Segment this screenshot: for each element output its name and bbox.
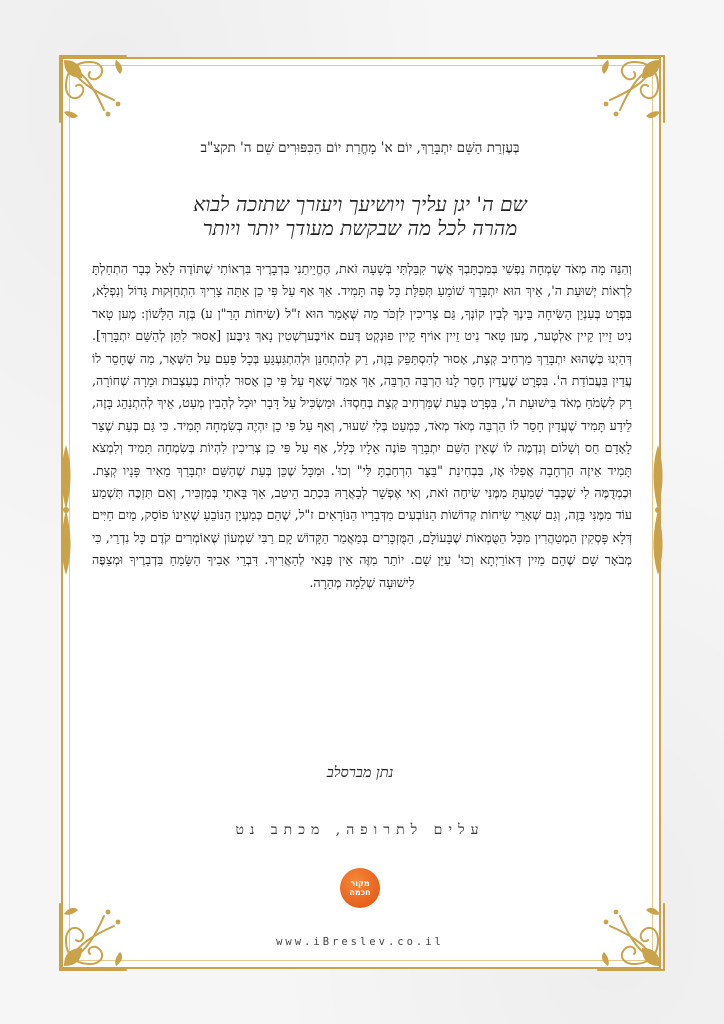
- corner-flourish-icon: [56, 888, 142, 974]
- website-link[interactable]: www.iBreslev.co.il: [276, 936, 444, 948]
- source-reference: עלים לתרופה, מכתב נט: [235, 822, 485, 838]
- corner-flourish-icon: [56, 52, 142, 138]
- blessing-title: [80, 192, 640, 240]
- logo-line-1: מקור: [350, 879, 370, 888]
- logo-line-2: חכמה: [349, 888, 371, 897]
- signature: נתן מברסלב: [326, 765, 394, 781]
- blessing-title-line-2: מהרה לכל מה שבקשת מעודך יותר ויותר: [202, 216, 518, 240]
- letter-header: בְּעֶזְרַת הַשֵּׁם יִתְבָּרַךְ, יוֹם א' מָחֳרַת יוֹם הַכִּפּוּרִים שֵׁם ה' תקצ"ב: [200, 140, 520, 156]
- corner-flourish-icon: [582, 52, 668, 138]
- side-ornament-icon: [648, 445, 668, 575]
- publisher-logo[interactable]: [340, 868, 380, 908]
- letter-body: וְהִנֵּה מָה מְאֹד שָׂמְחָה נַפְשִׁי בְּמִכְתָּבְךָ אֲשֶׁר קִבַּלְתִּי בְּשָׁעָה זֹאת, הֶחֱיֵיתַנִי בִּדְבָרֶיךָ בִּרְאוֹתִי שֶׁתּוֹדֶה לָאֵל כְּבָר הִתְחַלְתָּ לִרְאוֹת יְשׁוּעַת ה', אֵיךְ הוּא יִתְבָּרַךְ שׁוֹמֵעַ תְּפִלַּת כָּל פֶּה תָּמִיד. אַךְ אַף עַל פִּי כֵן אַתָּה צָרִיךְ הִתְחַזְּקוּת גָּדוֹל וְנִפְלָא, בִּפְרָט בְּעִנְיַן הַשִּׂיחָה בֵּינְךָ לְבֵין קוֹנְךָ, גַּם צְרִיכִין לִזְכֹּר מַה שֶּׁאָמַר הוּא ז"ל (שִׂיחוֹת הָרַ"ן ע) בְּזֶה הַלָּשׁוֹן: מֶען טָאר נִיט זֵיין קֵיין אַלְטֶער, מֶען טָאר נִיט זֵיין אוֹיף קֵיין פוּנְקְט דֶּעם אוֹיבֶּערְשְׁטִין נָאךְ גִּיבֶּען [אָסוּר לִתֵּן לְהַשֵּׁם יִתְבָּרַךְ]. דְּהַיְנוּ כְּשֶׁהוּא יִתְבָּרַךְ מַרְחִיב קְצָת, אָסוּר לְהִסְתַּפֵּק בָּזֶה, רַק לְהִתְחַנֵּן וּלְהִתְגַּעְגֵּעַ בְּכָל פַּעַם עַל הַשְּׁאָר, מַה שֶּׁחָסֵר לוֹ עֲדַיִן בַּעֲבוֹדַת ה'. בִּפְרָט שֶׁעֲדַיִן חָסֵר לָנוּ הַרְבֵּה הַרְבֵּה, אַךְ אָמַר שֶׁאַף עַל פִּי כֵן אָסוּר לִהְיוֹת בְּעַצְבוּת וּמָרָה שְׁחוֹרָה, רַק לִשְׂמֹחַ מְאֹד בִּישׁוּעַת ה', בִּפְרָט בְּעֵת שֶׁמַּרְחִיב קְצָת בְּחַסְדּוֹ. וּמַשְׂכִּיל עַל דָּבָר יוּכַל לְהָבִין מְעַט, אֵיךְ לְהִתְנַהֵג בָּזֶה, לֵידַע תָּמִיד שֶׁעֲדַיִן חָסֵר לוֹ הַרְבֵּה מְאֹד מְאֹד, כִּמְעַט בְּלִי שִׁעוּר, וְאַף עַל פִּי כֵן יִהְיֶה בְּשִׂמְחָה תָּמִיד. כִּי גַּם בְּעֵת שֶׁצַּר לָאָדָם חַס וְשָׁלוֹם וְנִדְמֶה לוֹ שֶׁאֵין הַשֵּׁם יִתְבָּרַךְ פּוֹנֶה אֵלָיו כְּלָל, אַף עַל פִּי כֵן צְרִיכִין לִהְיוֹת בְּשִׂמְחָה תָּמִיד וְלִמְצֹא תָּמִיד אֵיזֶה הַרְחָבָה אֲפִלּוּ אָז, בִּבְחִינַת "בַּצָּר הִרְחַבְתָּ לִּי" וְכוּ'. וּמִכָּל שֶׁכֵּן בְּעֵת שֶׁהַשֵּׁם יִתְבָּרַךְ מֵאִיר פָּנָיו קְצָת. וּכְמְדֻמֶּה לִי שֶׁכְּבָר שָׁמַעְתָּ מִמֶּנִּי שִׂיחָה זֹאת, וְאִי אֶפְשָׁר לְבָאֲרָהּ בִּכְתָב הֵיטֵב, אַךְ בָּאתִי בְּמַזְכִּיר, וְאִם תִּזְכֶּה תִּשְׁמַע עוֹד מִמֶּנִּי בָּזֶה, וְגַם שְׁאָרֵי שִׂיחוֹת קְדוֹשׁוֹת הַנּוֹבְעִים מִדְּבָרָיו הַנּוֹרָאִים ז"ל, שֶׁהֵם כְּמַעְיָן הַנּוֹבֵעַ שֶׁאֵינוֹ פוֹסֵק, מַיִם חַיִּים דְּלָא פָּסְקִין הַמְטַהֲרִין מִכָּל הַטֻּמְאוֹת שֶׁבָּעוֹלָם, הַמֻּזְכָּרִים בְּמַאֲמַר הַקָּדוֹשׁ קָם רַבִּי שִׁמְעוֹן שֶׁאוֹמְרִים קֹדֶם כָּל נִדְרֵי, כִּי מְבֹאָר שָׁם שֶׁהֵם מַיִין דְּאוֹרַיְתָא וְכוּ' עַיֵּן שָׁם. יוֹתֵר מִזֶּה אֵין פְּנַאי לְהַאֲרִיךְ. דִּבְרֵי אָבִיךָ הַשָּׂמֵחַ בִּדְבָרֶיךָ וּמְצַפֶּה לִישׁוּעָה שְׁלֵמָה מְהֵרָה.: [92, 261, 632, 590]
- blessing-title-line-1: שם ה' יגן עליך ויושיעך ויעזרך שתזכה לבוא: [193, 192, 527, 216]
- side-ornament-icon: [56, 445, 76, 575]
- corner-flourish-icon: [582, 888, 668, 974]
